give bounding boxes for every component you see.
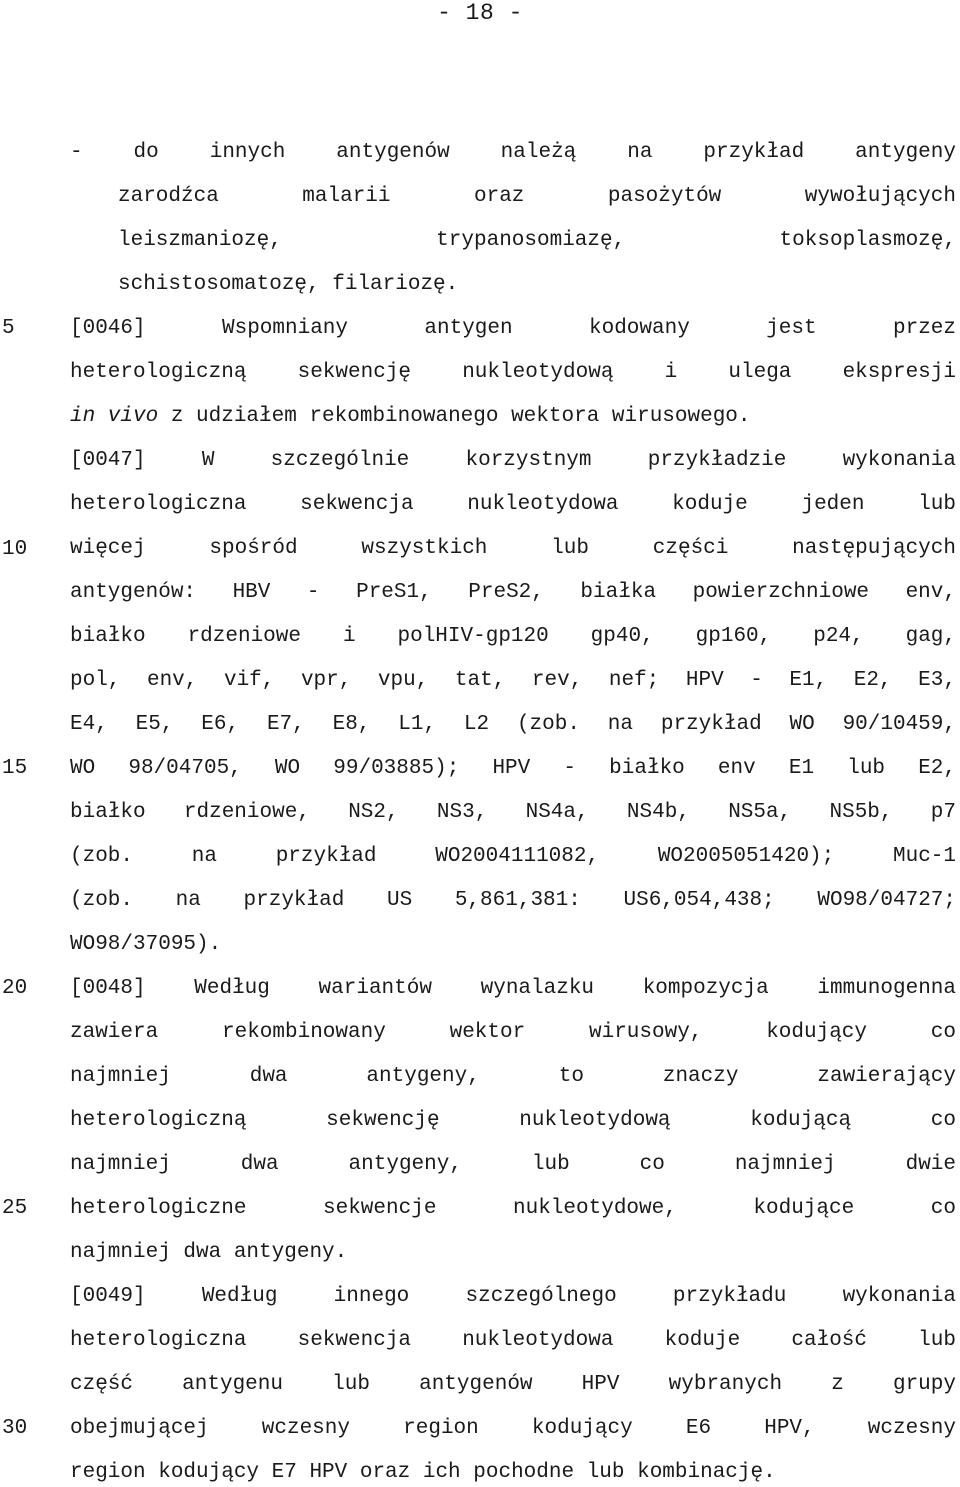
paragraph-0047-line: WO98/37095).: [70, 933, 222, 956]
paragraph-0046-line: [70, 403, 751, 431]
paragraph-0049-line: heterologiczna sekwencja nukleotydowa koduje całość lub: [70, 1329, 956, 1352]
paragraph-0047-line: więcej spośród wszystkich lub części następujących: [70, 537, 956, 560]
list-item-line: schistosomatozę, filariozę.: [118, 273, 459, 296]
list-item-line: zarodźca malarii oraz pasożytów wywołujących: [118, 185, 956, 208]
margin-line-number: 25: [2, 1197, 28, 1220]
paragraph-0049-line: obejmującej wczesny region kodujący E6 HPV, wczesny: [70, 1417, 956, 1440]
paragraph-0047-line: [0047] W szczególnie korzystnym przykładzie wykonania: [70, 449, 956, 472]
paragraph-0049-line: region kodujący E7 HPV oraz ich pochodne lub kombinację.: [70, 1461, 776, 1484]
margin-line-number: 20: [2, 977, 28, 1000]
paragraph-0049-line: [0049] Według innego szczególnego przykładu wykonania: [70, 1285, 956, 1308]
paragraph-0047-line: białko rdzeniowe, NS2, NS3, NS4a, NS4b, NS5a, NS5b, p7: [70, 801, 956, 824]
paragraph-0049-line: część antygenu lub antygenów HPV wybranych z grupy: [70, 1373, 956, 1396]
paragraph-text: z udziałem rekombinowanego wektora wirusowego.: [158, 405, 751, 428]
paragraph-0047-line: WO 98/04705, WO 99/03885); HPV - białko env E1 lub E2,: [70, 757, 956, 780]
page-number: - 18 -: [437, 0, 523, 26]
paragraph-0047-line: białko rdzeniowe i polHIV-gp120 gp40, gp160, p24, gag,: [70, 625, 956, 648]
paragraph-0046-line: heterologiczną sekwencję nukleotydową i ulega ekspresji: [70, 361, 956, 384]
paragraph-0048-line: najmniej dwa antygeny.: [70, 1241, 348, 1264]
paragraph-0047-line: E4, E5, E6, E7, E8, L1, L2 (zob. na przykład WO 90/10459,: [70, 713, 956, 736]
list-item-line: - do innych antygenów należą na przykład antygeny: [70, 141, 956, 164]
paragraph-0047-line: heterologiczna sekwencja nukleotydowa koduje jeden lub: [70, 493, 956, 516]
paragraph-0048-line: heterologiczną sekwencję nukleotydową kodującą co: [70, 1109, 956, 1132]
paragraph-0048-line: [0048] Według wariantów wynalazku kompozycja immunogenna: [70, 977, 956, 1000]
paragraph-0047-line: (zob. na przykład US 5,861,381: US6,054,438; WO98/04727;: [70, 889, 956, 912]
paragraph-0047-line: (zob. na przykład WO2004111082, WO2005051420); Muc-1: [70, 845, 956, 868]
paragraph-0048-line: najmniej dwa antygeny, lub co najmniej dwie: [70, 1153, 956, 1176]
margin-line-number: 5: [2, 317, 15, 340]
list-item-line: leiszmaniozę, trypanosomiazę, toksoplasmozę,: [118, 229, 956, 252]
italic-in-vivo: in vivo: [70, 405, 159, 428]
paragraph-0048-line: najmniej dwa antygeny, to znaczy zawierający: [70, 1065, 956, 1088]
margin-line-number: 15: [2, 757, 28, 780]
margin-line-number: 30: [2, 1417, 28, 1440]
paragraph-0048-line: zawiera rekombinowany wektor wirusowy, kodujący co: [70, 1021, 956, 1044]
margin-line-number: 10: [2, 538, 28, 561]
paragraph-0046-line: [0046] Wspomniany antygen kodowany jest przez: [70, 317, 956, 340]
paragraph-0047-line: pol, env, vif, vpr, vpu, tat, rev, nef; HPV - E1, E2, E3,: [70, 669, 956, 692]
paragraph-0048-line: heterologiczne sekwencje nukleotydowe, kodujące co: [70, 1197, 956, 1220]
paragraph-0047-line: antygenów: HBV - PreS1, PreS2, białka powierzchniowe env,: [70, 581, 956, 604]
